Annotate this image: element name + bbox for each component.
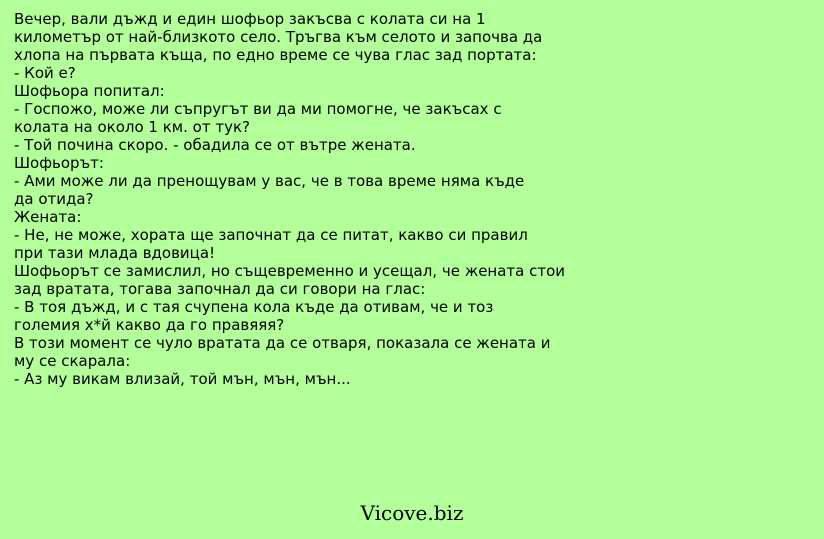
joke-line: при тази млада вдовица! <box>14 244 216 262</box>
joke-line: големия х*й какво да го правяяя? <box>14 316 285 334</box>
joke-line: - Не, не може, хората ще започнат да се питат, какво си правил <box>14 226 528 244</box>
joke-line: Шофьора попитал: <box>14 82 165 100</box>
joke-line: му се скарала: <box>14 352 131 370</box>
joke-line: да отида? <box>14 190 94 208</box>
joke-line: - В тоя дъжд, и с тая счупена кола къде да отивам, че и тоз <box>14 298 494 316</box>
joke-line: хлопа на първата къща, по едно време се чува глас зад портата: <box>14 46 537 64</box>
joke-line: Жената: <box>14 208 82 226</box>
joke-line: километър от най-близкото село. Тръгва към селото и започва да <box>14 28 543 46</box>
joke-line: Шофьорът се замислил, но същевременно и усещал, че жената стои <box>14 262 566 280</box>
joke-text <box>14 10 804 388</box>
joke-line: - Кой е? <box>14 64 76 82</box>
joke-line: - Ами може ли да пренощувам у вас, че в това време няма къде <box>14 172 525 190</box>
site-watermark: Vicove.biz <box>360 501 464 525</box>
joke-line: - Аз му викам влизай, той мън, мън, мън... <box>14 370 351 388</box>
joke-line: В този момент се чуло вратата да се отваря, показала се жената и <box>14 334 551 352</box>
joke-line: Шофьорът: <box>14 154 104 172</box>
joke-line: колата на около 1 км. от тук? <box>14 118 250 136</box>
joke-line: - Госпожо, може ли съпругът ви да ми помогне, че закъсах с <box>14 100 502 118</box>
joke-line: зад вратата, тогава започнал да си говори на глас: <box>14 280 426 298</box>
joke-line: Вечер, вали дъжд и един шофьор закъсва с колата си на 1 <box>14 10 486 28</box>
joke-line: - Той почина скоро. - обадила се от вътре жената. <box>14 136 416 154</box>
